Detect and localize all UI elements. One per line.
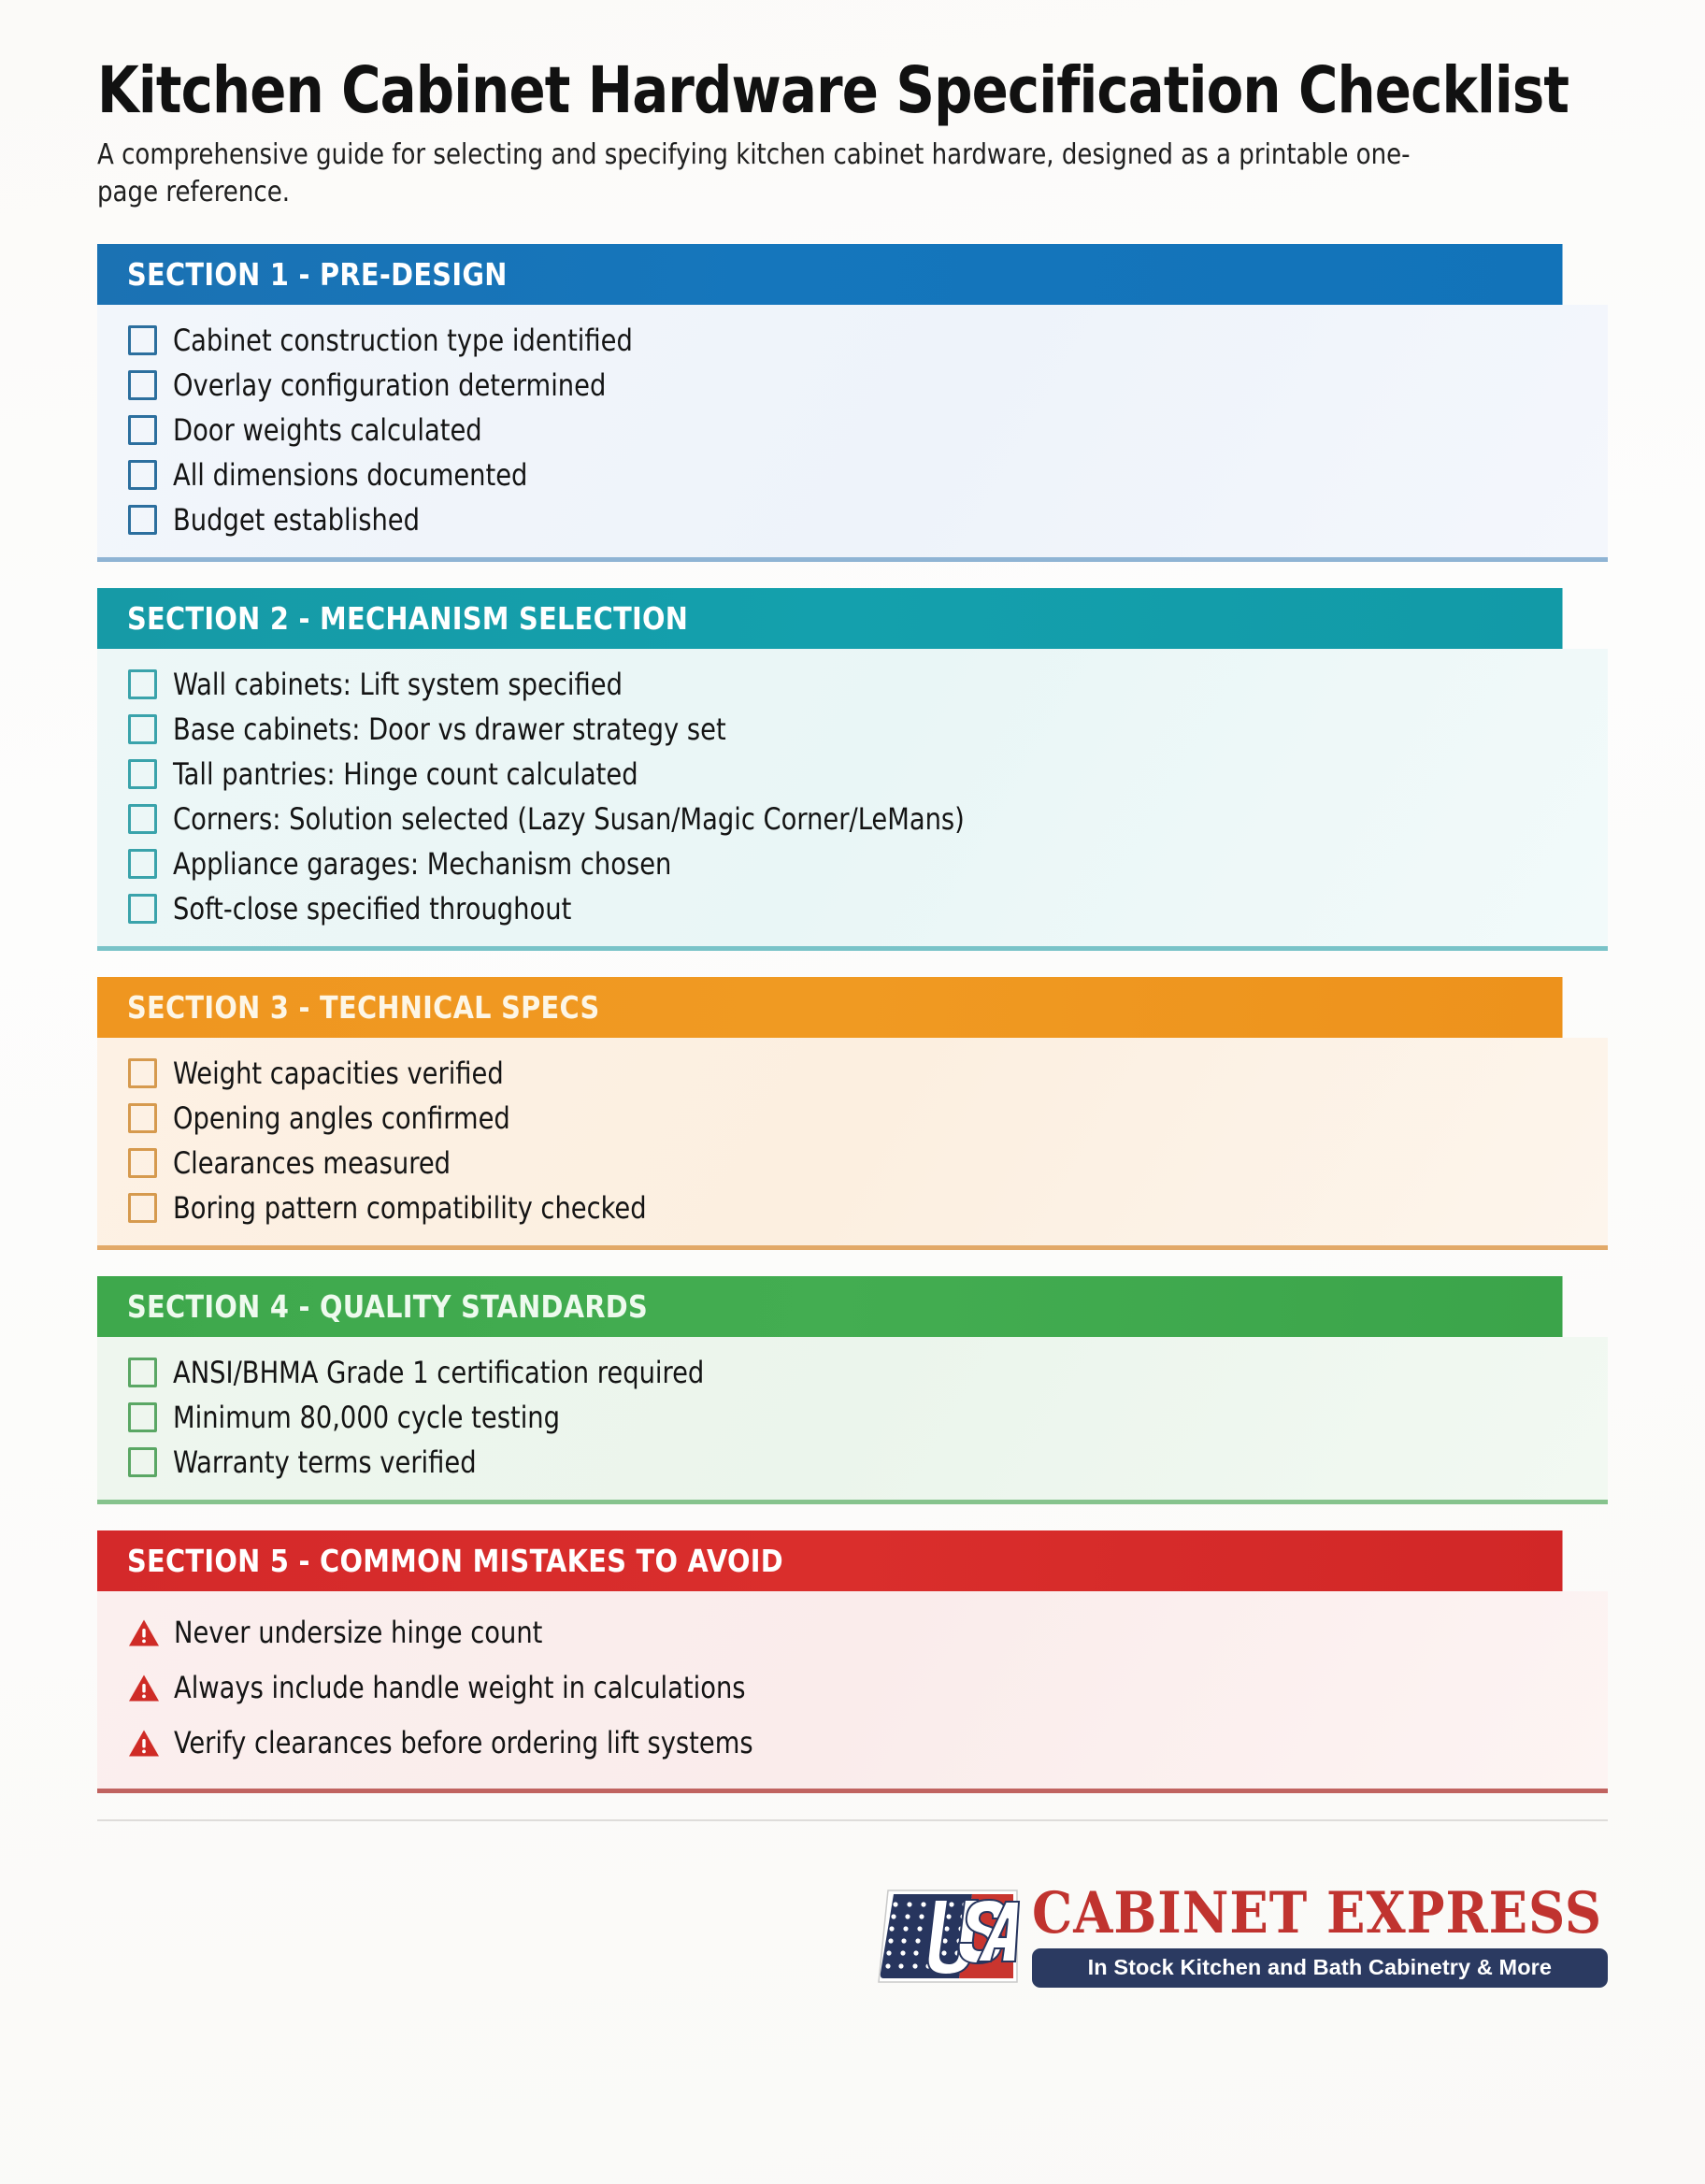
checklist-item[interactable] xyxy=(128,320,1608,361)
section-pre-design xyxy=(97,244,1608,562)
checkbox-unchecked-icon[interactable] xyxy=(128,669,157,699)
checkbox-unchecked-icon[interactable] xyxy=(128,370,157,400)
warning-triangle-icon xyxy=(128,1618,160,1647)
checklist-item[interactable] xyxy=(128,754,1608,795)
item-label: Clearances measured xyxy=(173,1144,451,1181)
item-label: Door weights calculated xyxy=(173,411,482,448)
brand-tagline: In Stock Kitchen and Bath Cabinetry & More xyxy=(1032,1948,1608,1988)
checklist-item[interactable] xyxy=(128,499,1608,540)
item-label: Soft-close specified throughout xyxy=(173,890,572,927)
item-label: Boring pattern compatibility checked xyxy=(173,1189,647,1226)
footer xyxy=(97,1821,1608,1988)
checkbox-unchecked-icon[interactable] xyxy=(128,505,157,535)
checkbox-unchecked-icon[interactable] xyxy=(128,460,157,490)
checklist-item[interactable] xyxy=(128,709,1608,750)
checkbox-unchecked-icon[interactable] xyxy=(128,849,157,879)
section-header-mechanism-selection: SECTION 2 - MECHANISM SELECTION xyxy=(97,588,1563,649)
checkbox-unchecked-icon[interactable] xyxy=(128,1402,157,1432)
section-quality-standards xyxy=(97,1276,1608,1504)
item-label: Budget established xyxy=(173,501,420,538)
checkbox-unchecked-icon[interactable] xyxy=(128,1193,157,1223)
checkbox-unchecked-icon[interactable] xyxy=(128,759,157,789)
checklist-item[interactable] xyxy=(128,1187,1608,1228)
item-label: Warranty terms verified xyxy=(173,1444,477,1480)
checklist-item[interactable] xyxy=(128,1352,1608,1393)
checklist-item[interactable] xyxy=(128,454,1608,496)
usa-cabinet-express-logo xyxy=(875,1879,1608,1988)
page-title: Kitchen Cabinet Hardware Specification Checklist xyxy=(97,53,1569,128)
checkbox-unchecked-icon[interactable] xyxy=(128,325,157,355)
section-mechanism-selection xyxy=(97,588,1608,951)
page-subtitle: A comprehensive guide for selecting and specifying kitchen cabinet hardware, designed as a printable one-page reference. xyxy=(97,137,1411,209)
checklist-item[interactable] xyxy=(128,664,1608,705)
section-common-mistakes xyxy=(97,1530,1608,1793)
checklist-item[interactable] xyxy=(128,1397,1608,1438)
section-header-common-mistakes: SECTION 5 - COMMON MISTAKES TO AVOID xyxy=(97,1530,1563,1591)
item-label: Never undersize hinge count xyxy=(174,1615,543,1651)
warning-triangle-icon xyxy=(128,1674,160,1703)
checklist-item[interactable] xyxy=(128,365,1608,406)
item-label: Verify clearances before ordering lift systems xyxy=(174,1725,753,1761)
item-label: Appliance garages: Mechanism chosen xyxy=(173,845,672,882)
checklist-item[interactable] xyxy=(128,1053,1608,1094)
item-label: ANSI/BHMA Grade 1 certification required xyxy=(173,1354,705,1390)
item-label: Tall pantries: Hinge count calculated xyxy=(173,755,638,792)
item-label: Cabinet construction type identified xyxy=(173,322,633,358)
section-body-common-mistakes xyxy=(97,1591,1608,1793)
item-label: Base cabinets: Door vs drawer strategy set xyxy=(173,711,726,747)
usa-flag-badge-icon xyxy=(875,1885,1021,1988)
warning-item xyxy=(128,1606,1608,1660)
item-label: Overlay configuration determined xyxy=(173,366,607,403)
checkbox-unchecked-icon[interactable] xyxy=(128,804,157,834)
checkbox-unchecked-icon[interactable] xyxy=(128,415,157,445)
checklist-item[interactable] xyxy=(128,1442,1608,1483)
checklist-item[interactable] xyxy=(128,843,1608,884)
warning-triangle-icon xyxy=(128,1729,160,1758)
item-label: Corners: Solution selected (Lazy Susan/Magic Corner/LeMans) xyxy=(173,800,965,837)
checklist-item[interactable] xyxy=(128,1142,1608,1184)
checkbox-unchecked-icon[interactable] xyxy=(128,894,157,924)
checklist-item[interactable] xyxy=(128,410,1608,451)
checkbox-unchecked-icon[interactable] xyxy=(128,1358,157,1387)
item-label: Always include handle weight in calculations xyxy=(174,1670,746,1706)
item-label: Minimum 80,000 cycle testing xyxy=(173,1399,560,1435)
checklist-item[interactable] xyxy=(128,1098,1608,1139)
checklist-item[interactable] xyxy=(128,888,1608,929)
section-header-pre-design: SECTION 1 - PRE-DESIGN xyxy=(97,244,1563,305)
section-technical-specs xyxy=(97,977,1608,1250)
section-body-technical-specs xyxy=(97,1038,1608,1250)
item-label: Wall cabinets: Lift system specified xyxy=(173,666,623,702)
item-label: All dimensions documented xyxy=(173,456,528,493)
section-header-technical-specs: SECTION 3 - TECHNICAL SPECS xyxy=(97,977,1563,1038)
checkbox-unchecked-icon[interactable] xyxy=(128,1148,157,1178)
warning-item xyxy=(128,1717,1608,1770)
section-header-quality-standards: SECTION 4 - QUALITY STANDARDS xyxy=(97,1276,1563,1337)
item-label: Weight capacities verified xyxy=(173,1055,504,1091)
checklist-item[interactable] xyxy=(128,798,1608,840)
section-body-quality-standards xyxy=(97,1337,1608,1504)
brand-name: CABINET EXPRESS xyxy=(1031,1879,1602,1947)
logo-wordmark xyxy=(1031,1879,1608,1988)
checkbox-unchecked-icon[interactable] xyxy=(128,1447,157,1477)
checkbox-unchecked-icon[interactable] xyxy=(128,714,157,744)
checkbox-unchecked-icon[interactable] xyxy=(128,1103,157,1133)
checkbox-unchecked-icon[interactable] xyxy=(128,1058,157,1088)
warning-item xyxy=(128,1661,1608,1715)
sections-container xyxy=(97,244,1608,1793)
item-label: Opening angles confirmed xyxy=(173,1099,510,1136)
section-body-pre-design xyxy=(97,305,1608,562)
section-body-mechanism-selection xyxy=(97,649,1608,951)
